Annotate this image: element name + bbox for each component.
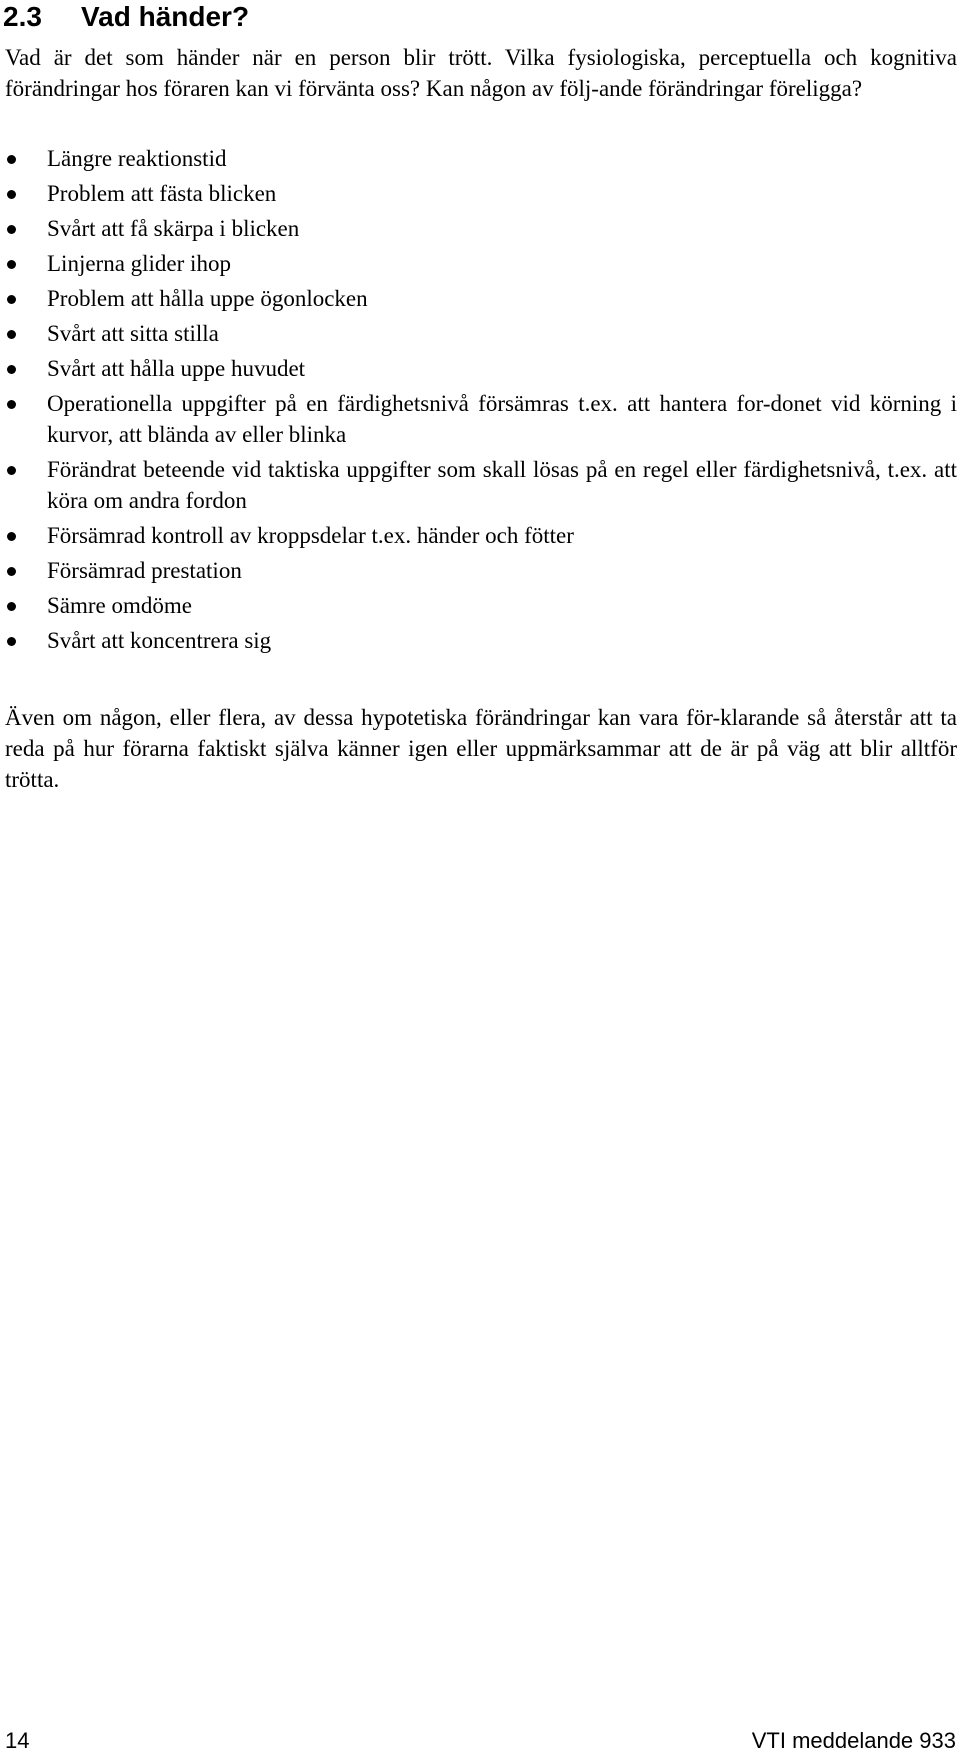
bullet-icon <box>7 466 16 475</box>
list-item <box>5 388 957 450</box>
list-item <box>5 248 957 279</box>
list-item-text: Längre reaktionstid <box>47 146 227 171</box>
list-item <box>5 353 957 384</box>
list-item <box>5 520 957 551</box>
list-item <box>5 625 957 656</box>
closing-paragraph: Även om någon, eller flera, av dessa hypotetiska förändringar kan vara för-klarande så återstår att ta reda på hur förarna faktiskt själva känner igen eller uppmärksammar att de är på väg att blir alltför trötta. <box>5 705 957 792</box>
bullet-icon <box>7 330 16 339</box>
list-item-text: Sämre omdöme <box>47 593 192 618</box>
bullet-icon <box>7 260 16 269</box>
list-item-text: Linjerna glider ihop <box>47 251 231 276</box>
list-item <box>5 178 957 209</box>
bullet-icon <box>7 637 16 646</box>
symptom-list <box>5 143 957 660</box>
list-item-text: Svårt att koncentrera sig <box>47 628 272 653</box>
bullet-icon <box>7 190 16 199</box>
list-item <box>5 555 957 586</box>
list-item-text: Försämrad kontroll av kroppsdelar t.ex. händer och fötter <box>47 523 574 548</box>
section-number: 2.3 <box>3 1 42 32</box>
bullet-icon <box>7 602 16 611</box>
bullet-icon <box>7 295 16 304</box>
list-item <box>5 283 957 314</box>
list-item-text: Försämrad prestation <box>47 558 242 583</box>
list-item-text: Förändrat beteende vid taktiska uppgifter som skall lösas på en regel eller färdighetsnivå, t.ex. att köra om andra fordon <box>47 457 957 513</box>
page-number: 14 <box>5 1728 30 1753</box>
bullet-icon <box>7 567 16 576</box>
bullet-icon <box>7 365 16 374</box>
bullet-icon <box>7 155 16 164</box>
bullet-icon <box>7 225 16 234</box>
bullet-icon <box>7 532 16 541</box>
list-item-text: Problem att fästa blicken <box>47 181 277 206</box>
list-item <box>5 318 957 349</box>
list-item <box>5 213 957 244</box>
section-heading <box>3 0 249 34</box>
list-item <box>5 454 957 516</box>
list-item-text: Svårt att få skärpa i blicken <box>47 216 300 241</box>
list-item-text: Operationella uppgifter på en färdighetsnivå försämras t.ex. att hantera for-donet vid körning i kurvor, att blända av eller blinka <box>47 391 957 447</box>
publication-label: VTI meddelande 933 <box>751 1728 956 1753</box>
section-title: Vad händer? <box>81 1 250 32</box>
list-item-text: Svårt att sitta stilla <box>47 321 219 346</box>
bullet-icon <box>7 400 16 409</box>
list-item-text: Problem att hålla uppe ögonlocken <box>47 286 368 311</box>
list-item <box>5 143 957 174</box>
intro-paragraph: Vad är det som händer när en person blir trött. Vilka fysiologiska, perceptuella och kognitiva förändringar hos föraren kan vi förvänta oss? Kan någon av följ-ande förändringar föreligga? <box>5 45 957 101</box>
list-item <box>5 590 957 621</box>
list-item-text: Svårt att hålla uppe huvudet <box>47 356 306 381</box>
